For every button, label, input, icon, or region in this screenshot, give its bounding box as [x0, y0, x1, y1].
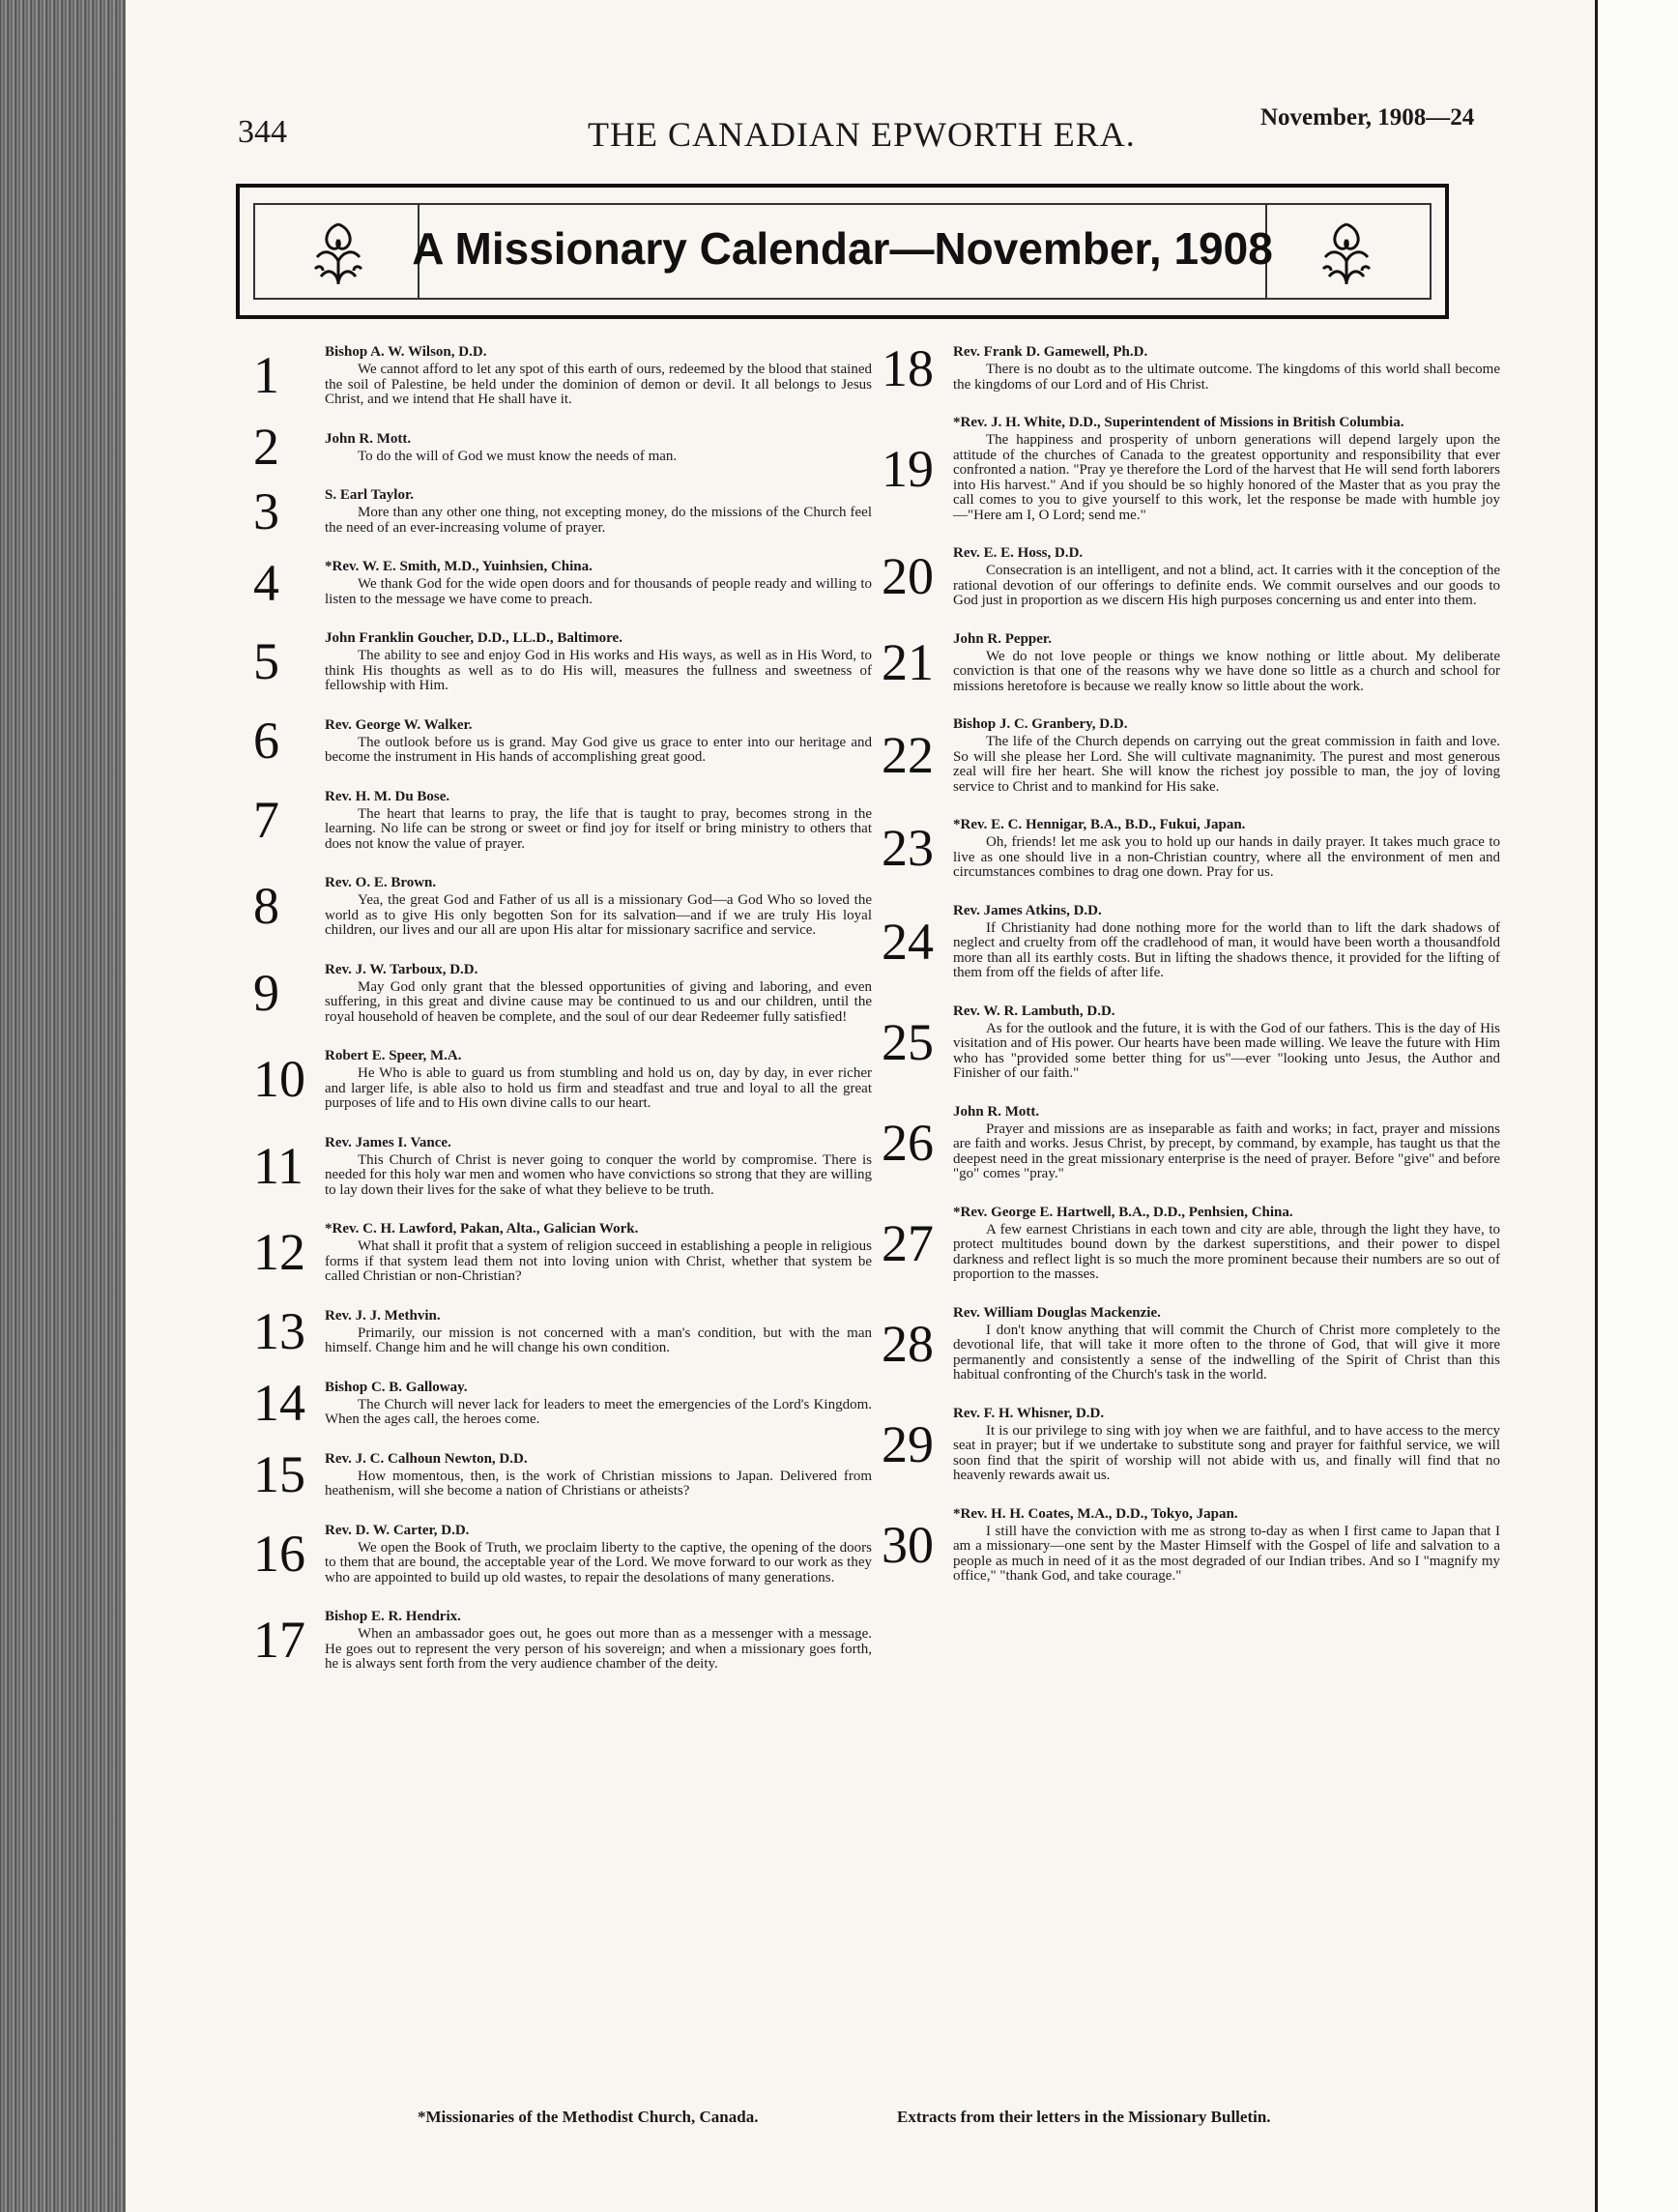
entry-quote: We thank God for the wide open doors and for thousands of people ready and willing to listen to the message we have come to preach. [325, 576, 872, 607]
entry-author: Bishop C. B. Galloway. [325, 1379, 468, 1395]
left-column [253, 343, 872, 1673]
day-number: 15 [253, 1445, 305, 1503]
day-number: 14 [253, 1374, 305, 1432]
calendar-entry [253, 481, 872, 540]
entry-quote: May God only grant that the blessed opportunities of giving and laboring, and even suffering, in this great and divine cause may be continued to us and our children, until the royal household of heaven be complete, and the soul of our dear Redeemer fully satisfied! [325, 978, 872, 1025]
calendar-entry [253, 788, 872, 853]
entry-quote: How momentous, then, is the work of Christian missions to Japan. Delivered from heathenism, will she become a nation of Christians or atheists? [325, 1468, 872, 1499]
entry-author: Rev. H. M. Du Bose. [325, 788, 450, 804]
entry-quote: More than any other one thing, not excepting money, do the missions of the Church feel the need of an ever-increasing volume of prayer. [325, 505, 872, 536]
day-number: 6 [253, 712, 279, 770]
day-number: 10 [253, 1050, 305, 1109]
entry-quote: Yea, the great God and Father of us all is a missionary God—a God Who so loved the world as to give His only begotten Son for its salvation—and if we are truly His loyal children, our lives and our all are upon His altar for missionary sacrifice and service. [325, 892, 872, 938]
entry-author: Rev. W. R. Lambuth, D.D. [953, 1003, 1115, 1019]
day-number: 12 [253, 1223, 305, 1282]
day-number: 7 [253, 790, 279, 849]
entry-quote: We open the Book of Truth, we proclaim liberty to the captive, the opening of the doors to them that are bound, the acceptable year of the Lord. We move forward to our work as they who are appointed to build up old wastes, to repair the desolations of many generations. [325, 1539, 872, 1586]
entry-author: *Rev. W. E. Smith, M.D., Yuinhsien, China. [325, 559, 593, 574]
day-number: 27 [882, 1213, 934, 1272]
day-number: 18 [882, 338, 934, 397]
entry-author: Rev. J. W. Tarboux, D.D. [325, 961, 478, 977]
day-number: 11 [253, 1136, 304, 1195]
calendar-entry [882, 1304, 1500, 1383]
book-binding [0, 0, 135, 2212]
day-number: 26 [882, 1113, 934, 1172]
calendar-entry [253, 961, 872, 1026]
footnote-source: Extracts from their letters in the Missionary Bulletin. [897, 2108, 1271, 2126]
entry-quote: The heart that learns to pray, the life that is taught to pray, becomes strong in the learning. No life can be strong or sweet or find joy for itself or bring ministry to others that does not know the value of prayer. [325, 805, 872, 852]
entry-quote: We do not love people or things we know nothing or little about. My deliberate conviction is that one of the reasons why we have done so little as a church and school for missions heretofore is because we really know so little about the work. [953, 648, 1500, 694]
calendar-entry [253, 1522, 872, 1586]
entry-quote: Prayer and missions are as inseparable as faith and works; in fact, prayer and missions are faith and works. Jesus Christ, by precept, by command, by example, has taught us that the deepest need in the great missionary enterprise is the need of prayer. Before "give" and before "go" comes "pray." [953, 1121, 1500, 1181]
calendar-entry [882, 1405, 1500, 1484]
entry-author: John R. Pepper. [953, 630, 1052, 647]
calendar-entry [882, 544, 1500, 609]
entry-author: *Rev. C. H. Lawford, Pakan, Alta., Galician Work. [325, 1221, 639, 1237]
entry-author: Rev. E. E. Hoss, D.D. [953, 545, 1084, 561]
entry-quote: Consecration is an intelligent, and not a blind, act. It carries with it the conception of the rational devotion of our offerings to definite ends. We commit ourselves and our goods to God just in proportion as we discern His high purposes concerning us and enter into them. [953, 563, 1500, 608]
entry-quote: A few earnest Christians in each town and city are able, through the light they have, to protect multitudes bound down by the darkest superstitions, and their power to dispel darkness and reflect light is so much the more prominent because their numbers are so out of proportion to the masses. [953, 1221, 1500, 1282]
entry-author: Rev. F. H. Whisner, D.D. [953, 1405, 1105, 1421]
entry-quote: The happiness and prosperity of unborn generations will depend largely upon the attitude of the churches of Canada to the greatest opportunity and responsibility that ever confronted a nation. "Pray ye therefore the Lord of the harvest that He will send forth laborers into His harvest." And if you should be so highly honored of the Master that as you pray the call comes to you to give yourself to this work, let the response be made with humble joy—"Here am I, O Lord; send me." [953, 432, 1500, 523]
entry-quote: As for the outlook and the future, it is with the God of our fathers. This is the day of His visitation and of His power. Our hearts have been made willing. We leave the future with Him who has "provided some better thing for us"—ever "looking unto Jesus, the Author and Finisher of our faith." [953, 1020, 1500, 1081]
entry-quote: To do the will of God we must know the needs of man. [358, 448, 678, 464]
entry-quote: Primarily, our mission is not concerned with a man's condition, but with the man himself. Change him and he will change his own condition. [325, 1324, 872, 1355]
calendar-title: A Missionary Calendar—November, 1908 [412, 223, 1273, 274]
calendar-entry [253, 1220, 872, 1285]
calendar-entry [882, 715, 1500, 795]
day-number: 13 [253, 1302, 305, 1360]
entry-author: John Franklin Goucher, D.D., LL.D., Baltimore. [325, 630, 622, 646]
day-number: 2 [253, 418, 279, 477]
calendar-entry [253, 418, 872, 477]
day-number: 9 [253, 963, 279, 1022]
day-number: 19 [882, 439, 934, 498]
entry-quote: I still have the conviction with me as strong to-day as when I first came to Japan that I am a missionary—one sent by the Master Himself with the Gospel of life and salvation to a people as much in need of it as the most degraded of our Indian tribes. And so I "magnify my office," "thank God, and take courage." [953, 1523, 1500, 1584]
entry-author: Rev. James Atkins, D.D. [953, 902, 1102, 918]
day-number: 30 [882, 1515, 934, 1574]
entry-quote: He Who is able to guard us from stumbling and hold us on, day by day, in ever richer and larger life, is able also to hold us firm and steadfast and true and loyal to all the great purposes of life and to His own divine calls to our heart. [325, 1065, 872, 1111]
day-number: 24 [882, 912, 934, 971]
day-number: 25 [882, 1012, 934, 1071]
entry-author: Bishop E. R. Hendrix. [325, 1609, 461, 1624]
entry-author: Rev. James I. Vance. [325, 1134, 451, 1150]
entry-author: John R. Mott. [953, 1103, 1040, 1120]
entry-author: Rev. J. J. Methvin. [325, 1307, 441, 1324]
page-number: 344 [238, 114, 287, 150]
entry-quote: It is our privilege to sing with joy when we are faithful, and to have access to the mercy seat in prayer; but if we undertake to substitute song and prayer for faithful service, we will soon find that the spirit of worship will not abide with us, and finally will find that no heavenly rewards await us. [953, 1422, 1500, 1483]
calendar-entry [253, 1445, 872, 1503]
day-number: 3 [253, 481, 279, 540]
day-number: 5 [253, 632, 279, 691]
calendar-entry [882, 1505, 1500, 1585]
entry-quote: If Christianity had done nothing more for the world than to lift the dark shadows of neglect and cruelty from off the cradlehood of man, it would have been worth a thousandfold more than all its earthly costs. But in lifting the shadows thence, it provided for the lifting of them from off the fields of after life. [953, 919, 1500, 980]
day-number: 29 [882, 1414, 934, 1473]
entry-author: *Rev. J. H. White, D.D., Superintendent of Missions in British Columbia. [953, 415, 1404, 430]
calendar-entry [253, 343, 872, 408]
day-number: 8 [253, 877, 279, 936]
entry-author: Rev. William Douglas Mackenzie. [953, 1304, 1161, 1321]
day-number: 20 [882, 547, 934, 606]
banner-inner-frame [253, 203, 1432, 300]
calendar-entry [253, 1374, 872, 1432]
day-number: 16 [253, 1524, 305, 1583]
calendar-entry [253, 629, 872, 694]
entry-quote: There is no doubt as to the ultimate outcome. The kingdoms of this world shall become the kingdoms of our Lord and of His Christ. [953, 362, 1500, 393]
day-number: 28 [882, 1314, 934, 1373]
entry-author: S. Earl Taylor. [325, 487, 414, 503]
entry-author: Bishop J. C. Granbery, D.D. [953, 716, 1128, 732]
entry-author: Rev. George W. Walker. [325, 716, 473, 733]
calendar-entry [882, 1204, 1500, 1283]
entry-author: Rev. O. E. Brown. [325, 875, 437, 890]
day-number: 22 [882, 726, 934, 784]
entry-author: Robert E. Speer, M.A. [325, 1048, 462, 1063]
entry-quote: I don't know anything that will commit the Church of Christ more completely to the devotional life, that will take it more often to the throne of God, that will give it more permanently and consistently a sense of the indwelling of the Spirit of Christ than this habitual confronting of the Church's task in the world. [953, 1322, 1500, 1382]
entry-author: Rev. D. W. Carter, D.D. [325, 1522, 470, 1538]
entry-quote: What shall it profit that a system of religion succeed in establishing a people in religious forms if that system lead them not into loving union with Christ, whether that system be called Christian or non-Christian? [325, 1238, 872, 1284]
entry-quote: The Church will never lack for leaders to meet the emergencies of the Lord's Kingdom. When the ages call, the heroes come. [325, 1396, 872, 1427]
calendar-banner [236, 184, 1449, 319]
entry-quote: Oh, friends! let me ask you to hold up our hands in daily prayer. It takes much grace to live as one should live in a non-Christian country, where all the environment of men and circumstances combines to drag one down. Pray for us. [953, 834, 1500, 880]
entry-quote: This Church of Christ is never going to conquer the world by compromise. There is needed for this holy war men and women who have convictions so strong that they are willing to lay down their lives for the sake of what they believe to be truth. [325, 1151, 872, 1198]
entry-quote: We cannot afford to let any spot of this earth of ours, redeemed by the blood that stained the soil of Palestine, be held under the dominion of demon or devil. It all belongs to Jesus Christ, and we intend that He shall have it. [325, 362, 872, 407]
day-number: 23 [882, 819, 934, 878]
calendar-entry [882, 414, 1500, 523]
entry-author: *Rev. E. C. Hennigar, B.A., B.D., Fukui, Japan. [953, 817, 1246, 832]
entry-author: Rev. J. C. Calhoun Newton, D.D. [325, 1450, 528, 1467]
issue-date: November, 1908—24 [1260, 104, 1475, 131]
entry-quote: The ability to see and enjoy God in His works and His ways, as well as in His Word, to think His thoughts as well as to do His will, measures the fullness and sweetness of fellowship with Him. [325, 648, 872, 693]
calendar-entry [253, 1608, 872, 1673]
entry-author: Rev. Frank D. Gamewell, Ph.D. [953, 344, 1148, 360]
calendar-entry [882, 1003, 1500, 1082]
entry-quote: The life of the Church depends on carrying out the great commission in faith and love. So will she please her Lord. She will cultivate magnanimity. The purest and most generous zeal will fire her heart. She will know the richest joy possible to man, the joy of loving service to Christ and to mankind for His sake. [953, 734, 1500, 795]
day-number: 4 [253, 553, 279, 612]
calendar-entry [253, 1302, 872, 1360]
entry-quote: When an ambassador goes out, he goes out more than as a messenger with a message. He goes out to represent the very person of his sovereign; and when a missionary goes forth, he is always sent forth from the very audience chamber of the deity. [325, 1626, 872, 1672]
entry-author: Bishop A. W. Wilson, D.D. [325, 344, 487, 360]
day-number: 17 [253, 1611, 305, 1670]
calendar-entry [882, 902, 1500, 981]
calendar-entry [253, 1134, 872, 1199]
calendar-entry [253, 712, 872, 770]
entry-quote: The outlook before us is grand. May God give us grace to enter into our heritage and become the instrument in His hands of accomplishing great good. [325, 734, 872, 765]
right-column [882, 338, 1500, 1585]
entry-author: *Rev. George E. Hartwell, B.A., D.D., Penhsien, China. [953, 1204, 1293, 1220]
journal-title: THE CANADIAN EPWORTH ERA. [588, 115, 1136, 154]
entry-author: *Rev. H. H. Coates, M.A., D.D., Tokyo, Japan. [953, 1505, 1238, 1522]
day-number: 1 [253, 346, 279, 405]
calendar-entry [253, 553, 872, 612]
calendar-entry [882, 816, 1500, 881]
calendar-entry [253, 1047, 872, 1112]
day-number: 21 [882, 632, 934, 691]
entry-author: John R. Mott. [325, 430, 412, 447]
calendar-entry [882, 1103, 1500, 1182]
footnote-missionaries: *Missionaries of the Methodist Church, Canada. [418, 2108, 759, 2126]
calendar-entry [882, 630, 1500, 695]
calendar-entry [882, 338, 1500, 397]
calendar-entry [253, 874, 872, 939]
next-page-edge [1595, 0, 1678, 2212]
